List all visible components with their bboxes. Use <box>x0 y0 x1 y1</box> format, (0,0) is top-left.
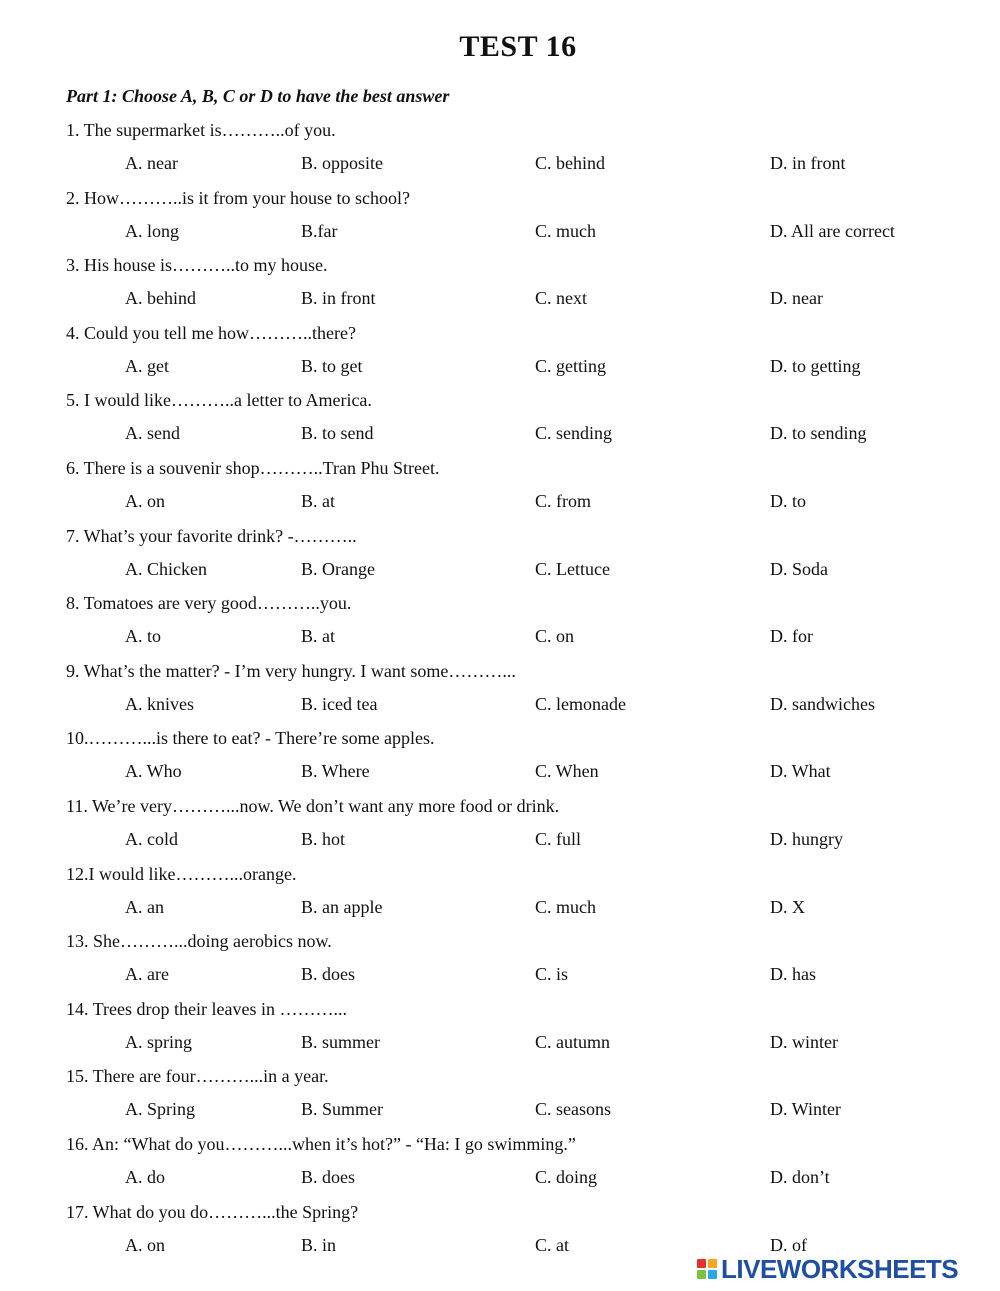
option-c[interactable]: C. When <box>535 761 599 782</box>
question-text: 16. An: “What do you………...when it’s hot?” - “Ha: I go swimming.” <box>66 1133 576 1154</box>
option-b[interactable]: B. at <box>301 626 335 647</box>
option-a[interactable]: A. an <box>125 896 164 917</box>
option-b[interactable]: B. summer <box>301 1031 380 1052</box>
question-item <box>66 386 966 454</box>
option-a[interactable]: A. on <box>125 1234 165 1255</box>
option-b[interactable]: B. in front <box>301 288 376 309</box>
worksheet-title: TEST 16 <box>459 30 577 63</box>
logo-tile-blue <box>708 1270 717 1279</box>
option-d[interactable]: D. in front <box>770 153 846 173</box>
option-a[interactable]: A. long <box>125 220 179 241</box>
option-d[interactable]: D. X <box>770 896 805 917</box>
logo-tile-orange <box>708 1259 717 1268</box>
option-b[interactable]: B. in <box>301 1234 337 1255</box>
answer-options <box>66 623 966 656</box>
option-a[interactable]: A. on <box>125 490 165 511</box>
option-d[interactable]: D. All are correct <box>770 220 895 241</box>
question-text: 11. We’re very………...now. We don’t want any more food or drink. <box>66 795 560 816</box>
question-text: 4. Could you tell me how………..there? <box>66 322 356 343</box>
option-c[interactable]: C. much <box>535 220 596 241</box>
question-item <box>66 995 966 1063</box>
option-b[interactable]: B. does <box>301 964 355 985</box>
question-item <box>66 927 966 995</box>
question-item <box>66 251 966 319</box>
question-text: 5. I would like………..a letter to America. <box>66 390 372 411</box>
answer-options <box>66 961 966 994</box>
logo-tile-green <box>697 1270 706 1279</box>
watermark-text: LIVEWORKSHEETS <box>721 1253 959 1284</box>
option-c[interactable]: C. Lettuce <box>535 558 610 579</box>
option-c[interactable]: C. much <box>535 896 596 917</box>
question-text: 17. What do you do………...the Spring? <box>66 1201 359 1222</box>
question-text: 13. She………...doing aerobics now. <box>66 931 332 952</box>
question-text: 14. Trees drop their leaves in ………... <box>66 998 347 1019</box>
option-b[interactable]: B. to send <box>301 423 374 444</box>
answer-options <box>66 556 966 589</box>
option-a[interactable]: A. Who <box>125 761 182 782</box>
answer-options <box>66 1029 966 1062</box>
option-a[interactable]: A. do <box>125 1166 165 1187</box>
option-d[interactable]: D. winter <box>770 1031 838 1052</box>
question-item <box>66 860 966 928</box>
option-a[interactable]: A. cold <box>125 828 178 849</box>
option-c[interactable]: C. from <box>535 490 591 511</box>
option-b[interactable]: B. does <box>301 1166 355 1187</box>
option-c[interactable]: C. lemonade <box>535 693 626 714</box>
option-a[interactable]: A. Spring <box>125 1099 196 1120</box>
option-c[interactable]: C. on <box>535 626 575 647</box>
answer-options <box>66 758 966 791</box>
option-b[interactable]: B. an apple <box>301 896 383 917</box>
question-item <box>66 1130 966 1198</box>
option-b[interactable]: B. to get <box>301 355 363 376</box>
option-b[interactable]: B.far <box>301 220 338 241</box>
answer-options <box>66 218 966 251</box>
option-d[interactable]: D. of <box>770 1234 807 1255</box>
option-a[interactable]: A. send <box>125 423 180 444</box>
answer-options <box>66 826 966 859</box>
question-text: 6. There is a souvenir shop………..Tran Phu Street. <box>66 457 440 478</box>
option-d[interactable]: D. sandwiches <box>770 693 875 714</box>
answer-options <box>66 894 966 927</box>
answer-options <box>66 691 966 724</box>
question-text: 15. There are four………...in a year. <box>66 1066 329 1087</box>
option-c[interactable]: C. doing <box>535 1166 598 1187</box>
question-item <box>66 184 966 252</box>
option-b[interactable]: B. hot <box>301 828 346 849</box>
liveworksheets-logo-icon <box>697 1259 717 1279</box>
option-b[interactable]: B. Where <box>301 761 370 782</box>
question-item <box>66 116 966 184</box>
option-d[interactable]: D. for <box>770 626 813 647</box>
question-text: 7. What’s your favorite drink? -……….. <box>66 525 357 546</box>
option-a[interactable]: A. to <box>125 626 161 647</box>
answer-options <box>66 285 966 318</box>
option-a[interactable]: A. spring <box>125 1031 192 1052</box>
option-c[interactable]: C. is <box>535 964 569 985</box>
option-d[interactable]: D. Soda <box>770 558 828 579</box>
option-c[interactable]: C. at <box>535 1234 569 1255</box>
question-text: 10.………...is there to eat? - There’re some apples. <box>66 728 435 749</box>
question-item <box>66 724 966 792</box>
option-a[interactable]: A. near <box>125 153 178 173</box>
part1-heading: Part 1: Choose A, B, C or D to have the best answer <box>66 86 450 106</box>
answer-options <box>66 353 966 386</box>
option-d[interactable]: D. to <box>770 490 806 511</box>
answer-options <box>66 488 966 521</box>
option-c[interactable]: C. sending <box>535 423 613 444</box>
question-item <box>66 319 966 387</box>
option-d[interactable]: D. Winter <box>770 1099 841 1120</box>
question-list <box>66 116 966 1265</box>
option-c[interactable]: C. seasons <box>535 1099 611 1120</box>
option-c[interactable]: C. autumn <box>535 1031 610 1052</box>
option-c[interactable]: C. getting <box>535 355 606 376</box>
question-item <box>66 1062 966 1130</box>
question-item <box>66 589 966 657</box>
option-c[interactable]: C. full <box>535 828 582 849</box>
option-d[interactable]: D. hungry <box>770 828 843 849</box>
question-item <box>66 792 966 860</box>
question-item <box>66 522 966 590</box>
option-d[interactable]: D. near <box>770 288 823 309</box>
option-a[interactable]: A. get <box>125 355 169 376</box>
question-item <box>66 454 966 522</box>
question-item <box>66 657 966 725</box>
option-d[interactable]: D. What <box>770 761 831 782</box>
question-text: 12.I would like………...orange. <box>66 863 297 884</box>
option-b[interactable]: B. iced tea <box>301 693 378 714</box>
logo-tile-red <box>697 1259 706 1268</box>
question-text: 8. Tomatoes are very good………..you. <box>66 593 352 614</box>
answer-options <box>66 420 966 453</box>
option-d[interactable]: D. don’t <box>770 1166 830 1187</box>
question-text: 1. The supermarket is………..of you. <box>66 120 336 140</box>
option-a[interactable]: A. knives <box>125 693 194 714</box>
answer-options <box>66 150 966 183</box>
option-b[interactable]: B. Summer <box>301 1099 384 1120</box>
option-b[interactable]: B. opposite <box>301 153 384 173</box>
question-text: 2. How………..is it from your house to school? <box>66 187 410 208</box>
option-c[interactable]: C. behind <box>535 153 605 173</box>
question-text: 3. His house is………..to my house. <box>66 255 328 276</box>
option-d[interactable]: D. to getting <box>770 355 861 376</box>
question-text: 9. What’s the matter? - I’m very hungry. I want some………... <box>66 660 516 681</box>
option-a[interactable]: A. behind <box>125 288 196 309</box>
answer-options <box>66 1164 966 1197</box>
option-a[interactable]: A. Chicken <box>125 558 207 579</box>
answer-options <box>66 1096 966 1129</box>
option-d[interactable]: D. to sending <box>770 423 867 444</box>
option-b[interactable]: B. Orange <box>301 558 375 579</box>
option-d[interactable]: D. has <box>770 964 816 985</box>
option-b[interactable]: B. at <box>301 490 335 511</box>
option-a[interactable]: A. are <box>125 964 169 985</box>
liveworksheets-watermark <box>697 1254 958 1284</box>
option-c[interactable]: C. next <box>535 288 587 309</box>
